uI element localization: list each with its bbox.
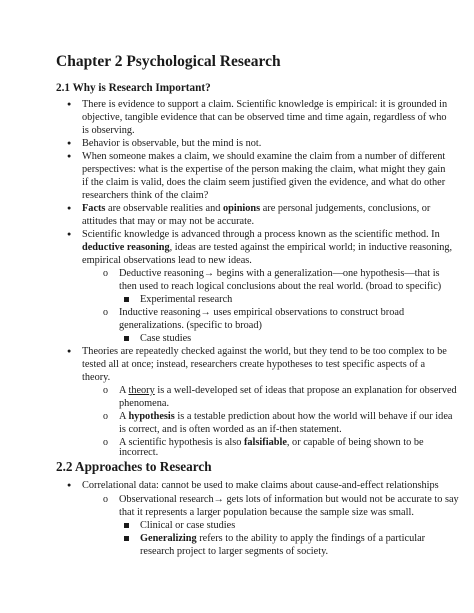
body-line: tested all at once; instead, researchers create hypotheses to test specific aspects of a bbox=[82, 359, 426, 370]
bold-term-hypothesis: hypothesis bbox=[128, 411, 175, 422]
bold-term-generalizing: Generalizing bbox=[140, 533, 197, 544]
body-line: Experimental research bbox=[140, 294, 233, 305]
text-run: refers to the ability to apply the findings of a particular bbox=[196, 533, 426, 544]
sub-bullet-marker: o bbox=[103, 437, 108, 448]
body-line bbox=[119, 410, 452, 423]
sub-bullet-marker: o bbox=[103, 385, 108, 396]
body-line: Deductive reasoning→ begins with a generalization—one hypothesis—that is bbox=[119, 268, 440, 279]
body-line bbox=[82, 202, 430, 215]
sub-bullet-marker: o bbox=[103, 494, 108, 505]
body-line: Clinical or case studies bbox=[140, 520, 236, 531]
bullet-marker: ● bbox=[67, 100, 72, 108]
body-line: theory. bbox=[82, 372, 111, 383]
text-run: , or capable of being shown to be bbox=[286, 437, 424, 448]
underlined-term-theory: theory bbox=[128, 385, 155, 396]
square-bullet-marker bbox=[124, 536, 129, 541]
bold-term-facts: Facts bbox=[82, 203, 106, 214]
section-heading-2-2: 2.2 Approaches to Research bbox=[56, 459, 212, 474]
body-line: empirical observations lead to new ideas. bbox=[82, 255, 252, 266]
text-run: are personal judgements, conclusions, or bbox=[260, 203, 431, 214]
body-line: Scientific knowledge is advanced through a process known as the scientific method. In bbox=[82, 229, 440, 240]
square-bullet-marker bbox=[124, 297, 129, 302]
sub-bullet-marker: o bbox=[103, 268, 108, 279]
bullet-marker: ● bbox=[67, 230, 72, 238]
body-line: incorrect. bbox=[119, 447, 159, 458]
sub-bullet-marker: o bbox=[103, 307, 108, 318]
body-line: Behavior is observable, but the mind is not. bbox=[82, 138, 262, 149]
body-line: Inductive reasoning→ uses empirical observations to construct broad bbox=[119, 307, 405, 318]
body-line: research project to larger segments of society. bbox=[140, 546, 329, 557]
body-line: Theories are repeatedly checked against the world, but they tend to be too complex to be bbox=[82, 346, 447, 357]
sub-bullet-marker: o bbox=[103, 411, 108, 422]
body-line bbox=[119, 384, 457, 397]
text-run: A bbox=[119, 411, 129, 422]
body-line: that it represents a larger population because the sample size was small. bbox=[119, 507, 414, 518]
bold-term-deductive-reasoning: deductive reasoning bbox=[82, 242, 170, 253]
body-line: is correct, and is often worded as an if-then statement. bbox=[119, 424, 342, 435]
body-line: if the claim is valid, does the claim seem justified given the evidence, and what do other bbox=[82, 177, 446, 188]
body-line: Case studies bbox=[140, 333, 192, 344]
section-heading-2-1: 2.1 Why is Research Important? bbox=[56, 82, 211, 94]
bullet-marker: ● bbox=[67, 139, 72, 147]
body-line: attitudes that may or may not be accurate. bbox=[82, 216, 255, 227]
chapter-title: Chapter 2 Psychological Research bbox=[56, 53, 281, 70]
square-bullet-marker bbox=[124, 523, 129, 528]
bullet-marker: ● bbox=[67, 347, 72, 355]
bullet-marker: ● bbox=[67, 152, 72, 160]
text-run: A bbox=[119, 385, 129, 396]
body-line: There is evidence to support a claim. Scientific knowledge is empirical: it is grounded in bbox=[82, 99, 448, 110]
square-bullet-marker bbox=[124, 336, 129, 341]
body-line: then used to reach logical conclusions about the real world. (broad to specific) bbox=[119, 281, 442, 292]
body-line: perspectives: what is the expertise of the person making the claim, what might they gain bbox=[82, 164, 446, 175]
text-run: A scientific hypothesis is also bbox=[119, 437, 244, 448]
body-line bbox=[119, 436, 424, 449]
body-line: is observing. bbox=[82, 125, 135, 136]
body-line: When someone makes a claim, we should examine the claim from a number of different bbox=[82, 151, 446, 162]
text-run: is a testable prediction about how the world will behave if our idea bbox=[174, 411, 453, 422]
body-line: Correlational data: cannot be used to make claims about cause-and-effect relationships bbox=[82, 480, 439, 491]
body-line: objective, tangible evidence that can be observed time and time again, regardless of who bbox=[82, 112, 447, 123]
text-run: , ideas are tested against the empirical world; in inductive reasoning, bbox=[169, 242, 453, 253]
body-line: generalizations. (specific to broad) bbox=[119, 320, 262, 331]
body-line: Observational research→ gets lots of information but would not be accurate to say bbox=[119, 494, 459, 505]
bullet-marker: ● bbox=[67, 481, 72, 489]
body-line: phenomena. bbox=[119, 398, 170, 409]
body-line bbox=[140, 532, 425, 545]
body-line: researchers think of the claim? bbox=[82, 190, 209, 201]
bold-term-opinions: opinions bbox=[222, 203, 261, 214]
bullet-marker: ● bbox=[67, 204, 72, 212]
bold-term-falsifiable: falsifiable bbox=[243, 437, 287, 448]
body-line bbox=[82, 241, 452, 254]
text-run: are observable realities and bbox=[105, 203, 223, 214]
text-run: is a well-developed set of ideas that propose an explanation for observed bbox=[154, 385, 457, 396]
